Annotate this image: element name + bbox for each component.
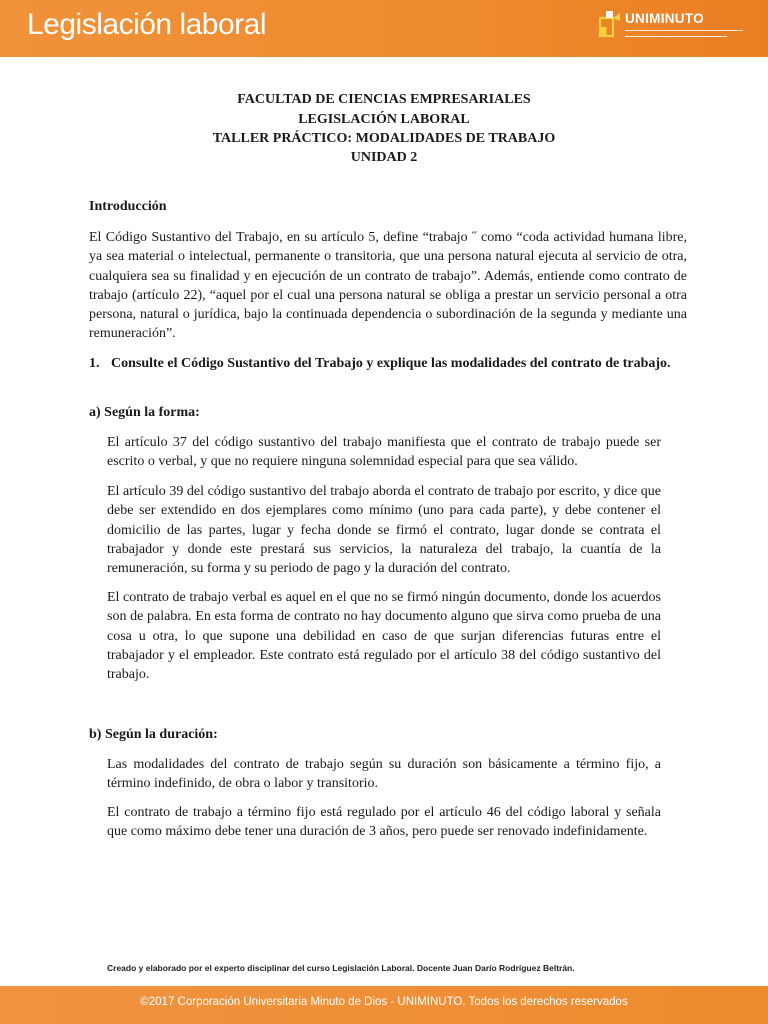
uniminuto-logo xyxy=(597,9,757,49)
doc-title-line-3: TALLER PRÁCTICO: MODALIDADES DE TRABAJO xyxy=(212,131,556,146)
question-text: Consulte el Código Sustantivo del Trabajo y explique las modalidades del contrato de trabajo. xyxy=(111,356,671,371)
section-a-heading: a) Según la forma: xyxy=(89,405,200,420)
logo-tagline-line xyxy=(625,30,743,31)
section-a-paragraph: El contrato de trabajo verbal es aquel en el que no se firmó ningún documento, donde los acuerdos son de palabra. En esta forma de contrato no hay documento alguno que sirva como prueba de una cosa u otra, lo que supone una debilidad en caso de que surjan diferencias futuras entre el trabajador y el empleador. Este contrato está regulado por el artículo 38 del código sustantivo del trabajo. xyxy=(107,590,661,683)
logo-name: UNIMINUTO xyxy=(625,11,704,26)
page-footer-banner xyxy=(0,986,768,1024)
section-a-paragraph: El artículo 39 del código sustantivo del trabajo aborda el contrato de trabajo por escrito, y dice que debe ser extendido en dos ejemplares como mínimo (uno para cada parte), y debe contener el domicilio de las partes, lugar y fecha donde se firmó el contrato, lugar donde se contrata el trabajador y donde este prestará sus servicios, la naturaleza del trabajo, la cuantía de la remuneración, su forma y su periodo de pago y la duración del contrato. xyxy=(107,484,661,577)
section-a-paragraph: El artículo 37 del código sustantivo del trabajo manifiesta que el contrato de trabajo puede ser escrito o verbal, y que no requiere ninguna solemnidad especial para que sea válido. xyxy=(107,435,661,470)
section-b-paragraph: Las modalidades del contrato de trabajo según su duración son básicamente a término fijo, a término indefinido, de obra o labor y transitorio. xyxy=(107,757,661,792)
question-item xyxy=(89,354,687,373)
page-header-banner xyxy=(0,0,768,57)
section-b-paragraph: El contrato de trabajo a término fijo está regulado por el artículo 46 del código laboral y señala que como máximo debe tener una duración de 3 años, pero puede ser renovado indefinidamente. xyxy=(107,805,661,840)
footer-copyright: ©2017 Corporación Universitaria Minuto de Dios - UNIMINUTO. Todos los derechos reservados xyxy=(140,996,628,1008)
logo-tagline-line xyxy=(625,36,727,37)
intro-heading: Introducción xyxy=(89,199,167,214)
doc-title-line-2: LEGISLACIÓN LABORAL xyxy=(298,112,470,127)
section-b-heading: b) Según la duración: xyxy=(89,727,218,742)
header-title: Legislación laboral xyxy=(27,8,266,41)
question-number: 1. xyxy=(89,356,100,371)
uniminuto-logo-icon xyxy=(597,9,623,43)
doc-title-line-1: FACULTAD DE CIENCIAS EMPRESARIALES xyxy=(237,92,531,107)
intro-paragraph: El Código Sustantivo del Trabajo, en su artículo 5, define “trabajo ˝ como “coda actividad humana libre, ya sea material o intelectual, permanente o transitoria, que una persona natural ejecuta al servicio de otra, cualquiera sea su finalidad y en ejecución de un contrato de trabajo”. Además, entiende como contrato de trabajo (artículo 22), “aquel por el cual una persona natural se obliga a prestar un servicio personal a otra persona, natural o jurídica, bajo la continuada dependencia o subordinación de la segunda y mediante una remuneración”. xyxy=(89,230,687,342)
author-credit: Creado y elaborado por el experto disciplinar del curso Legislación Laboral. Docente Juan Darío Rodríguez Beltrán. xyxy=(107,963,575,973)
doc-title-line-4: UNIDAD 2 xyxy=(350,150,418,165)
